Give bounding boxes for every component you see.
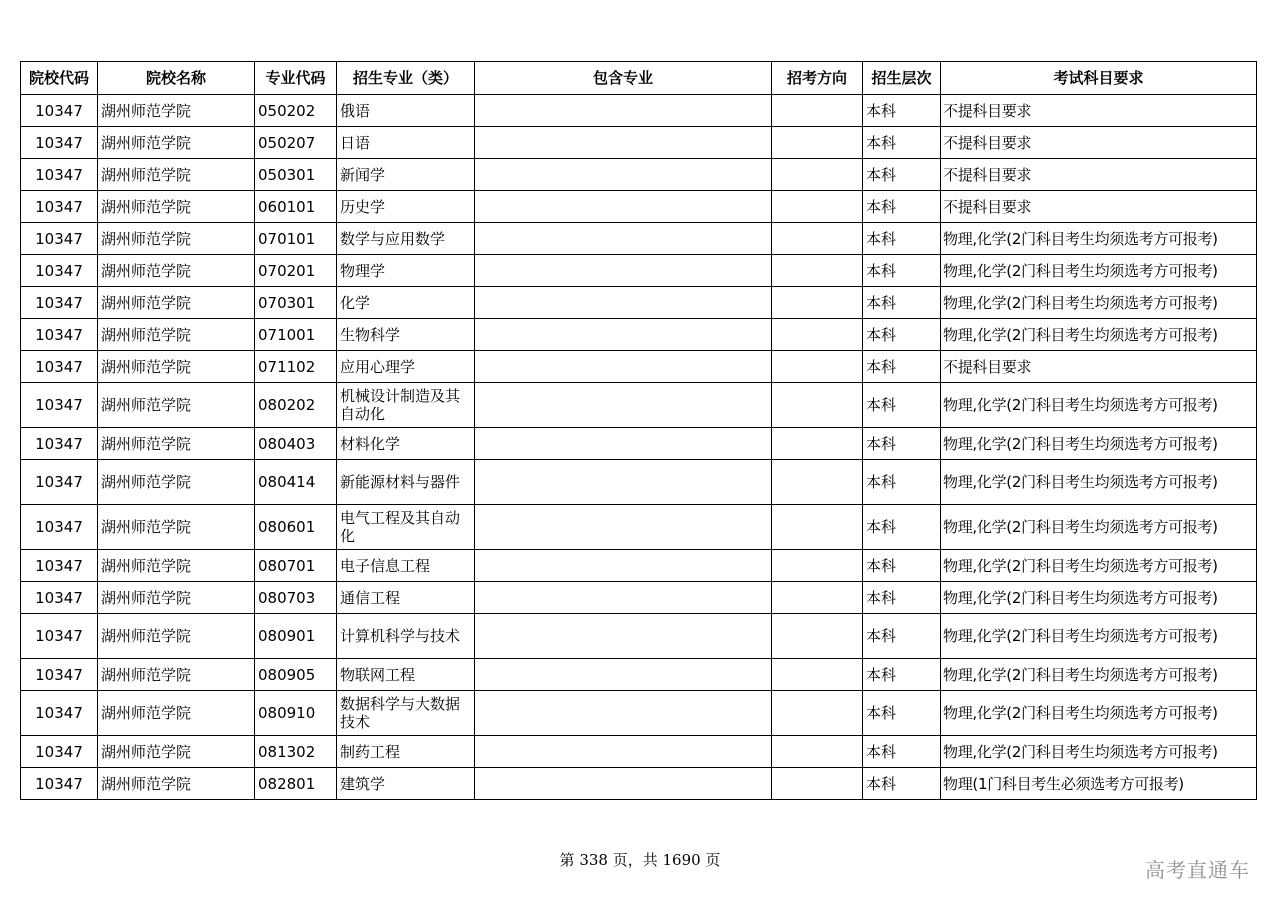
cell-major: 制药工程 [337,736,475,768]
header-school-code: 院校代码 [21,62,98,95]
cell-direction [772,223,863,255]
table-row [21,428,1257,460]
cell-major-code: 080601 [255,505,337,550]
table-row [21,460,1257,505]
cell-major-code: 050207 [255,127,337,159]
table-row [21,659,1257,691]
cell-school-name: 湖州师范学院 [98,614,255,659]
cell-subject-requirement: 物理,化学(2门科目考生均须选考方可报考) [941,255,1257,287]
header-level: 招生层次 [863,62,941,95]
cell-school-code: 10347 [21,659,98,691]
cell-subject-requirement: 物理(1门科目考生必须选考方可报考) [941,768,1257,800]
watermark-logo: 高考直通车 [1145,858,1250,882]
cell-direction [772,460,863,505]
cell-level: 本科 [863,582,941,614]
cell-school-code: 10347 [21,159,98,191]
table-row [21,505,1257,550]
cell-included-majors [475,191,772,223]
cell-subject-requirement: 物理,化学(2门科目考生均须选考方可报考) [941,383,1257,428]
cell-included-majors [475,691,772,736]
cell-subject-requirement: 不提科目要求 [941,191,1257,223]
header-school-name: 院校名称 [98,62,255,95]
cell-level: 本科 [863,255,941,287]
cell-major: 数学与应用数学 [337,223,475,255]
cell-level: 本科 [863,768,941,800]
cell-major-code: 081302 [255,736,337,768]
header-subject-requirement: 考试科目要求 [941,62,1257,95]
cell-major-code: 060101 [255,191,337,223]
table-row [21,319,1257,351]
header-major: 招生专业（类） [337,62,475,95]
cell-included-majors [475,127,772,159]
cell-school-name: 湖州师范学院 [98,95,255,127]
cell-school-code: 10347 [21,768,98,800]
cell-major-code: 050301 [255,159,337,191]
cell-major-code: 070101 [255,223,337,255]
cell-school-name: 湖州师范学院 [98,505,255,550]
cell-major-code: 050202 [255,95,337,127]
header-row [21,62,1257,95]
header-direction: 招考方向 [772,62,863,95]
cell-included-majors [475,614,772,659]
cell-level: 本科 [863,428,941,460]
cell-school-code: 10347 [21,614,98,659]
cell-subject-requirement: 不提科目要求 [941,127,1257,159]
cell-major-code: 080403 [255,428,337,460]
table-row [21,736,1257,768]
cell-level: 本科 [863,319,941,351]
cell-school-name: 湖州师范学院 [98,223,255,255]
header-major-code: 专业代码 [255,62,337,95]
cell-level: 本科 [863,159,941,191]
cell-school-code: 10347 [21,383,98,428]
cell-major: 俄语 [337,95,475,127]
cell-subject-requirement: 物理,化学(2门科目考生均须选考方可报考) [941,223,1257,255]
cell-subject-requirement: 物理,化学(2门科目考生均须选考方可报考) [941,736,1257,768]
cell-direction [772,287,863,319]
table-row [21,159,1257,191]
cell-major-code: 080202 [255,383,337,428]
cell-direction [772,768,863,800]
table-row [21,95,1257,127]
cell-school-code: 10347 [21,287,98,319]
cell-direction [772,95,863,127]
cell-level: 本科 [863,736,941,768]
cell-subject-requirement: 物理,化学(2门科目考生均须选考方可报考) [941,550,1257,582]
cell-subject-requirement: 不提科目要求 [941,351,1257,383]
cell-major: 通信工程 [337,582,475,614]
cell-major: 物联网工程 [337,659,475,691]
cell-major: 化学 [337,287,475,319]
cell-school-code: 10347 [21,505,98,550]
cell-subject-requirement: 物理,化学(2门科目考生均须选考方可报考) [941,659,1257,691]
cell-school-code: 10347 [21,95,98,127]
cell-level: 本科 [863,351,941,383]
cell-school-code: 10347 [21,550,98,582]
page-number: 第 338 页，共 1690 页 [559,851,721,869]
cell-level: 本科 [863,95,941,127]
cell-level: 本科 [863,550,941,582]
cell-school-name: 湖州师范学院 [98,191,255,223]
table-row [21,351,1257,383]
cell-direction [772,127,863,159]
cell-major: 数据科学与大数据技术 [337,691,475,736]
cell-school-code: 10347 [21,428,98,460]
cell-school-name: 湖州师范学院 [98,351,255,383]
cell-subject-requirement: 物理,化学(2门科目考生均须选考方可报考) [941,582,1257,614]
table-header [21,62,1257,95]
cell-major: 电气工程及其自动化 [337,505,475,550]
cell-subject-requirement: 物理,化学(2门科目考生均须选考方可报考) [941,319,1257,351]
cell-major: 应用心理学 [337,351,475,383]
cell-major: 日语 [337,127,475,159]
cell-major: 建筑学 [337,768,475,800]
cell-school-code: 10347 [21,582,98,614]
cell-major-code: 082801 [255,768,337,800]
cell-included-majors [475,383,772,428]
cell-school-name: 湖州师范学院 [98,768,255,800]
cell-school-code: 10347 [21,191,98,223]
cell-school-code: 10347 [21,460,98,505]
cell-school-name: 湖州师范学院 [98,319,255,351]
cell-direction [772,614,863,659]
cell-school-name: 湖州师范学院 [98,582,255,614]
table-body [21,95,1257,800]
cell-major: 计算机科学与技术 [337,614,475,659]
cell-included-majors [475,223,772,255]
cell-level: 本科 [863,659,941,691]
cell-direction [772,691,863,736]
table-row [21,768,1257,800]
cell-included-majors [475,659,772,691]
cell-school-name: 湖州师范学院 [98,159,255,191]
cell-direction [772,659,863,691]
cell-school-name: 湖州师范学院 [98,691,255,736]
cell-included-majors [475,351,772,383]
cell-major: 材料化学 [337,428,475,460]
cell-level: 本科 [863,191,941,223]
cell-included-majors [475,582,772,614]
cell-direction [772,505,863,550]
cell-level: 本科 [863,287,941,319]
cell-included-majors [475,428,772,460]
table-row [21,691,1257,736]
cell-level: 本科 [863,691,941,736]
cell-direction [772,351,863,383]
cell-major-code: 071001 [255,319,337,351]
cell-level: 本科 [863,505,941,550]
cell-major: 新闻学 [337,159,475,191]
table-row [21,383,1257,428]
cell-included-majors [475,736,772,768]
cell-major-code: 080701 [255,550,337,582]
cell-included-majors [475,550,772,582]
cell-school-code: 10347 [21,255,98,287]
cell-direction [772,255,863,287]
cell-direction [772,428,863,460]
cell-school-name: 湖州师范学院 [98,736,255,768]
cell-level: 本科 [863,223,941,255]
cell-major: 物理学 [337,255,475,287]
cell-school-name: 湖州师范学院 [98,255,255,287]
cell-direction [772,582,863,614]
cell-subject-requirement: 物理,化学(2门科目考生均须选考方可报考) [941,614,1257,659]
cell-included-majors [475,768,772,800]
cell-direction [772,550,863,582]
cell-major-code: 080901 [255,614,337,659]
cell-major-code: 080703 [255,582,337,614]
header-included-majors: 包含专业 [475,62,772,95]
cell-level: 本科 [863,383,941,428]
cell-subject-requirement: 物理,化学(2门科目考生均须选考方可报考) [941,505,1257,550]
cell-included-majors [475,255,772,287]
cell-major-code: 080414 [255,460,337,505]
cell-direction [772,191,863,223]
cell-major: 生物科学 [337,319,475,351]
cell-level: 本科 [863,127,941,159]
cell-major-code: 080910 [255,691,337,736]
cell-school-name: 湖州师范学院 [98,383,255,428]
cell-school-name: 湖州师范学院 [98,287,255,319]
cell-subject-requirement: 不提科目要求 [941,159,1257,191]
cell-school-name: 湖州师范学院 [98,550,255,582]
cell-included-majors [475,287,772,319]
cell-direction [772,736,863,768]
cell-major-code: 070201 [255,255,337,287]
cell-included-majors [475,159,772,191]
cell-subject-requirement: 物理,化学(2门科目考生均须选考方可报考) [941,287,1257,319]
cell-subject-requirement: 不提科目要求 [941,95,1257,127]
cell-school-name: 湖州师范学院 [98,428,255,460]
cell-direction [772,383,863,428]
cell-major: 机械设计制造及其自动化 [337,383,475,428]
cell-major: 新能源材料与器件 [337,460,475,505]
cell-major-code: 080905 [255,659,337,691]
cell-school-name: 湖州师范学院 [98,460,255,505]
cell-major: 电子信息工程 [337,550,475,582]
cell-school-code: 10347 [21,127,98,159]
cell-school-name: 湖州师范学院 [98,659,255,691]
cell-subject-requirement: 物理,化学(2门科目考生均须选考方可报考) [941,460,1257,505]
cell-level: 本科 [863,614,941,659]
cell-school-code: 10347 [21,691,98,736]
cell-subject-requirement: 物理,化学(2门科目考生均须选考方可报考) [941,428,1257,460]
table-row [21,223,1257,255]
cell-direction [772,319,863,351]
cell-included-majors [475,95,772,127]
table-row [21,191,1257,223]
cell-school-code: 10347 [21,736,98,768]
cell-included-majors [475,505,772,550]
cell-level: 本科 [863,460,941,505]
cell-direction [772,159,863,191]
table-row [21,127,1257,159]
cell-major-code: 070301 [255,287,337,319]
cell-school-code: 10347 [21,319,98,351]
cell-school-code: 10347 [21,351,98,383]
cell-subject-requirement: 物理,化学(2门科目考生均须选考方可报考) [941,691,1257,736]
cell-major-code: 071102 [255,351,337,383]
table-row [21,287,1257,319]
cell-major: 历史学 [337,191,475,223]
cell-included-majors [475,460,772,505]
table-row [21,255,1257,287]
table-row [21,614,1257,659]
table-row [21,582,1257,614]
admission-table [20,61,1257,800]
cell-school-name: 湖州师范学院 [98,127,255,159]
cell-school-code: 10347 [21,223,98,255]
cell-included-majors [475,319,772,351]
table-row [21,550,1257,582]
